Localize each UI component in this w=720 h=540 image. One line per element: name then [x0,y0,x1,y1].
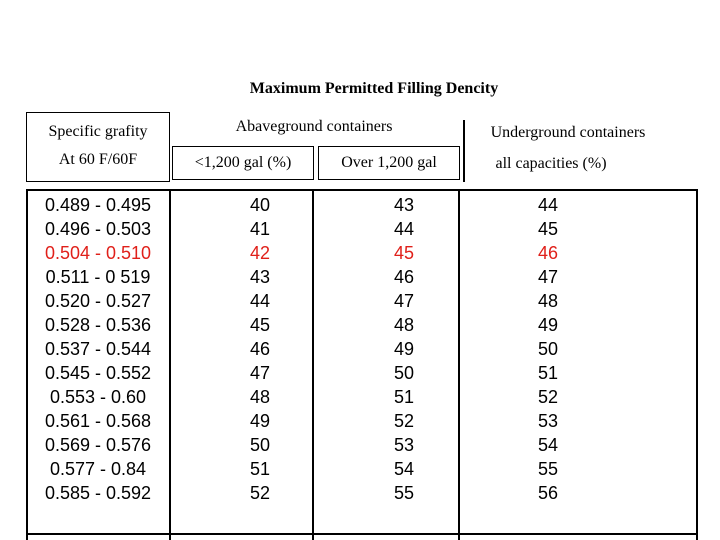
table-cell-under: 46 [537,243,559,263]
table-cell-large: 44 [393,219,415,239]
table-cell-small: 45 [249,315,271,335]
header-under-1200 [172,146,314,180]
table-cell-under: 55 [537,459,559,479]
table-cell-small: 47 [249,363,271,383]
table-cell-large: 51 [393,387,415,407]
table-cell-small: 50 [249,435,271,455]
table-cell-sg: 0.489 - 0.495 [44,195,152,215]
column-specific-gravity [26,193,170,505]
header-over-1200 [318,146,460,180]
table-cell-large: 54 [393,459,415,479]
table-cell-sg: 0.528 - 0.536 [44,315,152,335]
column-underground [498,193,598,505]
table-cell-under: 53 [537,411,559,431]
header-underground-divider [463,120,465,182]
table-cell-under: 52 [537,387,559,407]
table-cell-sg: 0.496 - 0.503 [44,219,152,239]
table-cell-small: 44 [249,291,271,311]
header-under-1200-label: <1,200 gal (%) [194,154,292,171]
table-cell-large: 46 [393,267,415,287]
body-right-rule [696,189,698,540]
table-cell-large: 53 [393,435,415,455]
table-cell-sg: 0.520 - 0.527 [44,291,152,311]
table-cell-under: 45 [537,219,559,239]
header-aboveground: Abaveground containers [235,118,393,135]
table-cell-under: 49 [537,315,559,335]
table-cell-under: 44 [537,195,559,215]
body-divider-2 [312,189,314,540]
header-over-1200-label: Over 1,200 gal [341,154,437,171]
table-cell-sg: 0.504 - 0.510 [44,243,152,263]
table-cell-small: 49 [249,411,271,431]
table-cell-under: 54 [537,435,559,455]
table-cell-sg: 0.585 - 0.592 [44,483,152,503]
table-cell-sg: 0.511 - 0 519 [45,267,151,287]
table-cell-small: 41 [249,219,271,239]
table-cell-sg: 0.569 - 0.576 [44,435,152,455]
table-cell-large: 48 [393,315,415,335]
body-divider-3 [458,189,460,540]
table-cell-large: 47 [393,291,415,311]
table-cell-sg: 0.561 - 0.568 [44,411,152,431]
table-cell-large: 43 [393,195,415,215]
table-cell-under: 48 [537,291,559,311]
table-cell-small: 51 [249,459,271,479]
header-sg-line2: At 60 F/60F [58,151,138,168]
table-cell-sg: 0.577 - 0.84 [49,459,147,479]
table-cell-large: 50 [393,363,415,383]
table-cell-small: 42 [249,243,271,263]
table-cell-small: 52 [249,483,271,503]
table-cell-small: 48 [249,387,271,407]
column-under-1200 [210,193,310,505]
table-cell-large: 49 [393,339,415,359]
header-sg-line1: Specific grafity [48,123,148,140]
column-over-1200 [354,193,454,505]
header-specific-gravity [26,112,170,182]
table-cell-under: 56 [537,483,559,503]
table-cell-under: 47 [537,267,559,287]
table-title: Maximum Permitted Filling Dencity [249,80,499,97]
body-bottom-rule [26,533,698,535]
table-cell-large: 52 [393,411,415,431]
header-underground-line1: Underground containers [490,124,646,141]
table-cell-sg: 0.545 - 0.552 [44,363,152,383]
body-top-rule [26,189,698,191]
table-cell-sg: 0.553 - 0.60 [49,387,147,407]
table-cell-under: 50 [537,339,559,359]
table-cell-small: 46 [249,339,271,359]
table-cell-small: 40 [249,195,271,215]
table-cell-under: 51 [537,363,559,383]
header-underground-line2: all capacities (%) [495,155,607,172]
table-cell-large: 45 [393,243,415,263]
table-cell-sg: 0.537 - 0.544 [44,339,152,359]
table-cell-large: 55 [393,483,415,503]
table-cell-small: 43 [249,267,271,287]
